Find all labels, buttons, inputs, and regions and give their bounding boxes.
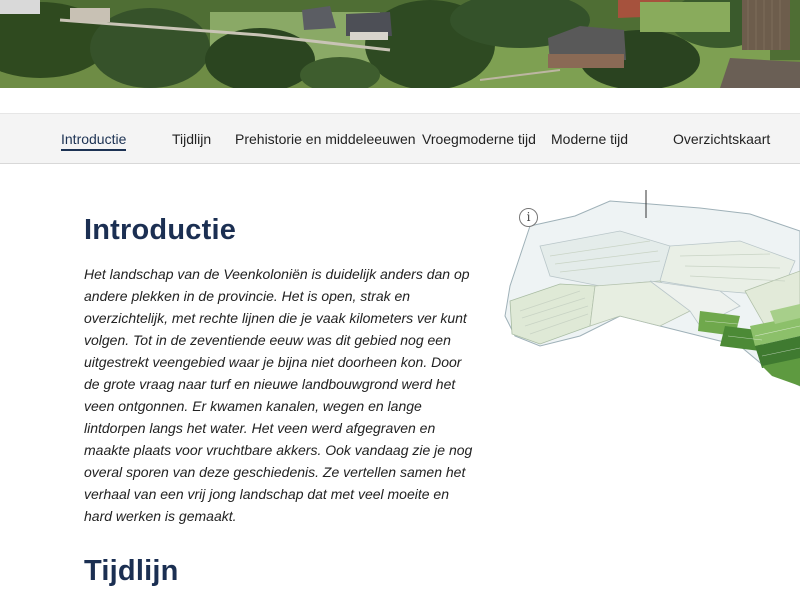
landscape-map-illustration[interactable] <box>500 186 800 396</box>
timeline-heading: Tijdlijn <box>84 555 179 587</box>
nav-item-overzichtskaart[interactable]: Overzichtskaart <box>673 131 771 147</box>
nav-item-tijdlijn[interactable]: Tijdlijn <box>172 131 212 147</box>
nav-item-introductie[interactable]: Introductie <box>61 130 126 151</box>
nav-item-vroegmoderne-tijd[interactable]: Vroegmoderne tijd <box>422 131 536 147</box>
map-drawing <box>500 186 800 396</box>
hero-aerial-photo <box>0 0 800 88</box>
nav-item-prehistorie-en-middeleeuwen[interactable]: Prehistorie en middeleeuwen <box>235 131 416 147</box>
main-navigation <box>0 113 800 164</box>
nav-item-moderne-tijd[interactable]: Moderne tijd <box>551 131 629 147</box>
intro-paragraph: Het landschap van de Veenkoloniën is duidelijk anders dan op andere plekken in de provincie. Het is open, strak en overzichtelijk, met rechte lijnen die je vaak kilometers ver kunt volgen. Tot in de zeventiende eeuw was dit gebied nog een uitgestrekt veengebied waar je bijna niet doorheen kon. Door de grote vraag naar turf en nieuwe landbouwgrond werd het veen ontgonnen. Er kwamen kanalen, wegen en lange lintdorpen langs het water. Het veen werd afgegraven en maakte plaats voor vruchtbare akkers. Ook vandaag zie je nog overal sporen van deze geschiedenis. Ze vertellen samen het verhaal van een vrij jong landschap dat met veel moeite en hard werken is gemaakt. <box>84 266 473 524</box>
info-icon[interactable]: i <box>519 208 538 227</box>
intro-heading: Introductie <box>84 214 237 246</box>
hero-photo-illustration <box>0 0 800 88</box>
